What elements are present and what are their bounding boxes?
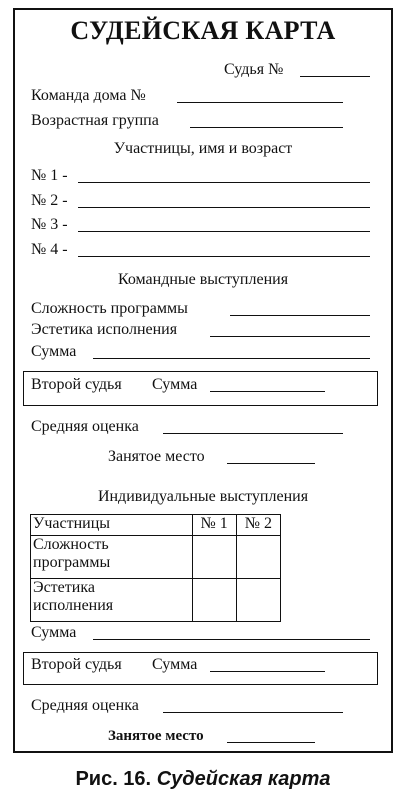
participant-3-label: № 3 -: [31, 216, 68, 233]
team-complexity-label: Сложность программы: [31, 300, 188, 317]
judge-label: Судья №: [224, 61, 284, 78]
complexity-cell-2[interactable]: [236, 536, 280, 579]
table-header-participants: Участницы: [31, 515, 193, 536]
participant-2-label: № 2 -: [31, 192, 68, 209]
aesthetics-cell-2[interactable]: [236, 579, 280, 622]
individual-place-label: Занятое место: [108, 728, 204, 744]
individual-average-field[interactable]: [163, 712, 343, 713]
team-second-sum-label: Сумма: [152, 376, 198, 393]
team-complexity-field[interactable]: [230, 315, 370, 316]
team-aesthetics-label: Эстетика исполнения: [31, 321, 178, 338]
individual-sum-field[interactable]: [93, 639, 370, 640]
individual-place-field[interactable]: [227, 742, 315, 743]
team-label: Команда дома №: [31, 87, 146, 104]
participant-2-field[interactable]: [78, 207, 370, 208]
judge-number-field[interactable]: [300, 76, 370, 77]
team-section-heading: Командные выступления: [117, 271, 289, 288]
team-average-label: Средняя оценка: [31, 418, 139, 435]
individual-section-heading: Индивидуальные выступления: [97, 488, 309, 505]
individual-score-table: [30, 514, 281, 622]
team-sum-field[interactable]: [93, 358, 370, 359]
table-header-2: № 2: [236, 515, 280, 536]
aesthetics-cell-1[interactable]: [192, 579, 236, 622]
individual-second-sum-label: Сумма: [152, 656, 198, 673]
figure-caption: [0, 768, 406, 791]
team-second-sum-field[interactable]: [210, 391, 325, 392]
participant-1-label: № 1 -: [31, 167, 68, 184]
individual-second-judge-label: Второй судья: [31, 656, 122, 673]
figure-caption-prefix: Рис. 16.: [75, 768, 152, 790]
age-group-label: Возрастная группа: [31, 112, 159, 129]
participant-4-label: № 4 -: [31, 241, 68, 258]
team-second-judge-label: Второй судья: [31, 376, 122, 393]
table-row-aesthetics-label: Эстетика исполнения: [31, 579, 193, 622]
table-row-complexity-label: Сложность программы: [31, 536, 193, 579]
age-group-field[interactable]: [190, 127, 343, 128]
participants-heading: Участницы, имя и возраст: [113, 140, 293, 157]
team-average-field[interactable]: [163, 433, 343, 434]
team-field[interactable]: [177, 102, 343, 103]
team-place-label: Занятое место: [108, 448, 205, 465]
complexity-cell-1[interactable]: [192, 536, 236, 579]
team-place-field[interactable]: [227, 463, 315, 464]
table-header-1: № 1: [192, 515, 236, 536]
individual-sum-label: Сумма: [31, 624, 77, 641]
participant-1-field[interactable]: [78, 182, 370, 183]
card-title: СУДЕЙСКАЯ КАРТА: [70, 16, 336, 45]
team-aesthetics-field[interactable]: [210, 336, 370, 337]
individual-average-label: Средняя оценка: [31, 697, 139, 714]
participant-4-field[interactable]: [78, 256, 370, 257]
figure-caption-text: Судейская карта: [156, 768, 331, 790]
individual-second-sum-field[interactable]: [210, 671, 325, 672]
team-sum-label: Сумма: [31, 343, 77, 360]
participant-3-field[interactable]: [78, 231, 370, 232]
